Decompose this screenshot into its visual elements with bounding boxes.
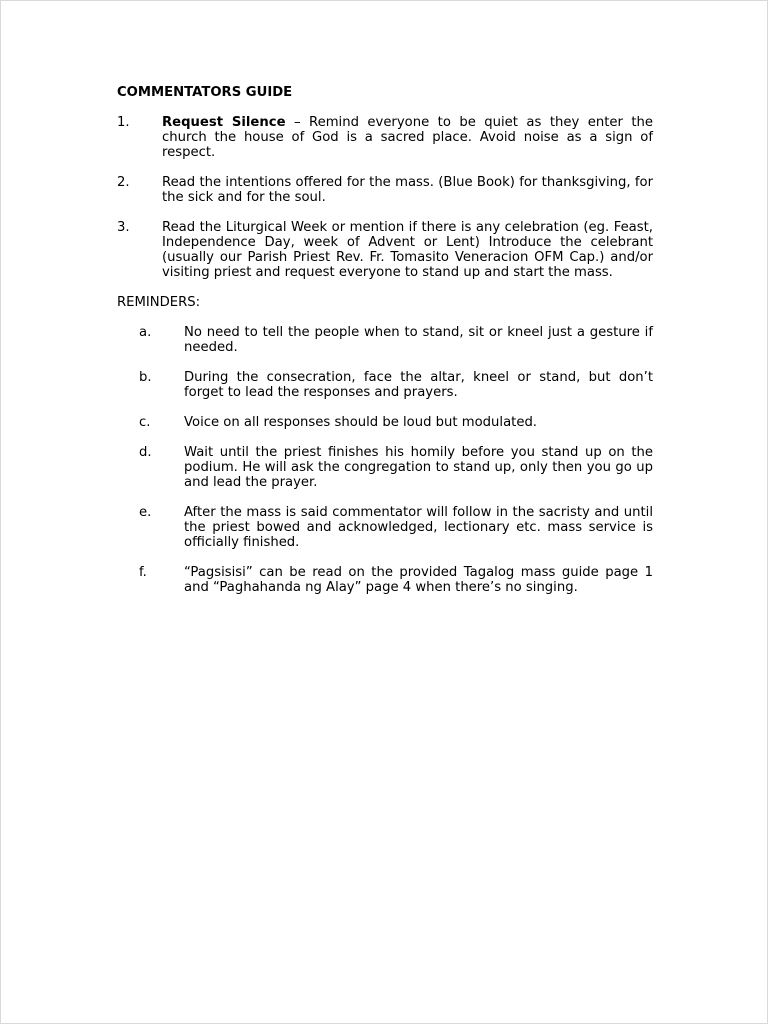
reminder-text: After the mass is said commentator will follow in the sacristy and until the priest bowed and acknowledged, lectionary etc. mass service is officially finished. <box>184 505 653 550</box>
item-number: 3. <box>117 220 130 235</box>
item-text <box>162 115 653 160</box>
item-number: 2. <box>117 175 130 190</box>
reminder-text: Wait until the priest finishes his homily before you stand up on the podium. He will ask the congregation to stand up, only then you go up and lead the prayer. <box>184 445 653 490</box>
item-number: 1. <box>117 115 130 130</box>
reminder-text: “Pagsisisi” can be read on the provided Tagalog mass guide page 1 and “Paghahanda ng Alay” page 4 when there’s no singing. <box>184 565 653 595</box>
item-bold-lead: Request Silence <box>162 115 286 130</box>
document-body <box>117 85 653 610</box>
item-body: – Remind everyone to be quiet as they enter the church the house of God is a sacred place. Avoid noise as a sign of respect. <box>162 115 653 160</box>
reminder-letter: c. <box>139 415 151 430</box>
reminder-text: No need to tell the people when to stand, sit or kneel just a gesture if needed. <box>184 325 653 355</box>
reminder-text: Voice on all responses should be loud but modulated. <box>184 415 538 430</box>
document-title: COMMENTATORS GUIDE <box>117 85 293 100</box>
reminder-letter: f. <box>139 565 147 580</box>
reminders-heading: REMINDERS: <box>117 295 201 310</box>
reminder-item-c <box>117 415 653 430</box>
reminder-item-b <box>117 370 653 400</box>
item-text: Read the intentions offered for the mass. (Blue Book) for thanksgiving, for the sick and for the soul. <box>162 175 653 205</box>
numbered-item-2 <box>117 175 653 205</box>
numbered-item-1 <box>117 115 653 160</box>
item-text: Read the Liturgical Week or mention if there is any celebration (eg. Feast, Independence Day, week of Advent or Lent) Introduce the celebrant (usually our Parish Priest Rev. Fr. Tomasito Veneracion OFM Cap.) and/or visiting priest and request everyone to stand up and start the mass. <box>162 220 653 280</box>
reminder-item-a <box>117 325 653 355</box>
reminder-item-d <box>117 445 653 490</box>
reminder-text: During the consecration, face the altar, kneel or stand, but don’t forget to lead the responses and prayers. <box>184 370 653 400</box>
reminder-item-e <box>117 505 653 550</box>
numbered-item-3 <box>117 220 653 280</box>
reminder-letter: b. <box>139 370 152 385</box>
reminder-item-f <box>117 565 653 595</box>
reminder-letter: a. <box>139 325 152 340</box>
reminder-letter: d. <box>139 445 152 460</box>
reminder-letter: e. <box>139 505 152 520</box>
